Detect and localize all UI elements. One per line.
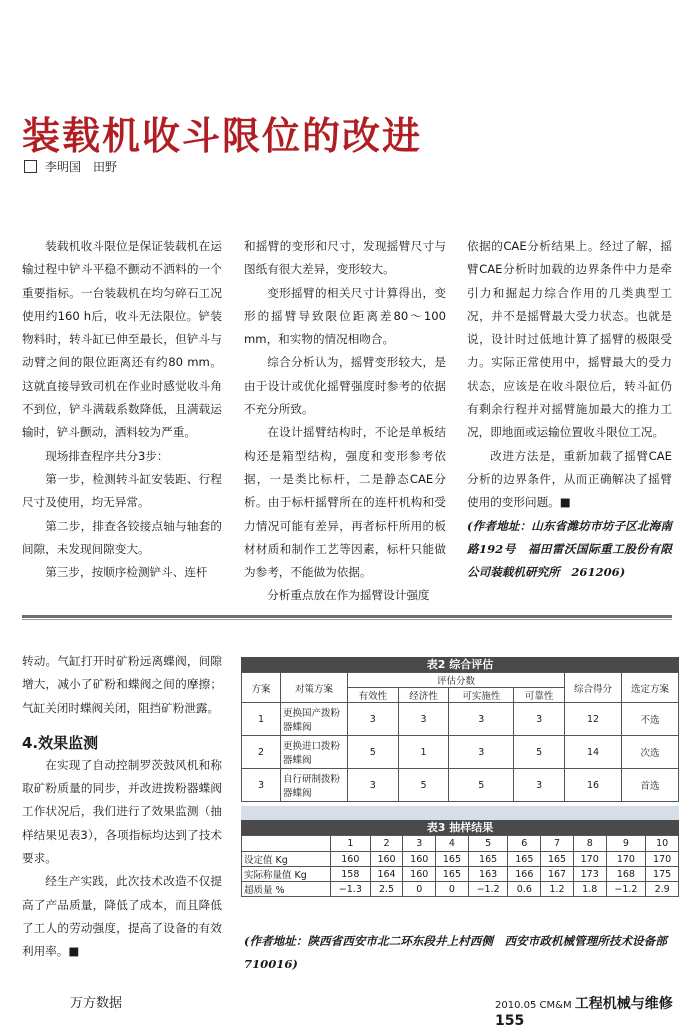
- table-subheader: 可实施性: [449, 688, 514, 703]
- table-cell: 160: [370, 852, 403, 867]
- table-cell: 165: [541, 852, 574, 867]
- table-cell: 1: [398, 736, 449, 769]
- table-row: [242, 736, 679, 769]
- table-cell: 170: [646, 852, 679, 867]
- paragraph: 装载机收斗限位是保证装载机在运输过程中铲斗平稳不颤动不洒料的一个重要指标。一台装载机在均匀碎石工况使用约160 h后，收斗无法限位。铲装物料时，转斗缸已伸至最长，但铲斗与动臂之间的限位距离还有约80 mm。这就直接导致司机在作业时感觉收斗角不到位，铲斗满载系数降低，且满载运输时，铲斗颤动，洒料较为严重。: [22, 239, 222, 440]
- table-cell: 3: [348, 769, 399, 802]
- paragraph: 变形摇臂的相关尺寸计算得出，变形的摇臂导致限位距离差80～100 mm，和实物的情况相吻合。: [244, 285, 446, 347]
- section-heading: 4.效果监测: [22, 733, 99, 752]
- table-cell: −1.2: [468, 882, 508, 897]
- paragraph: 现场排查程序共分3步：: [45, 448, 169, 463]
- table-cell: 更换国产拨粉器蝶阀: [281, 703, 348, 736]
- table-cell: 次选: [622, 736, 679, 769]
- table-cell: 3: [398, 703, 449, 736]
- row-label: 设定值 Kg: [242, 852, 331, 867]
- table-cell: 0: [436, 882, 469, 897]
- table-header: 2: [370, 836, 403, 852]
- table-cell: 2.5: [370, 882, 403, 897]
- table-cell: 160: [403, 852, 436, 867]
- issue-info: 2010.05 CM&M: [495, 1000, 572, 1011]
- paragraph: 分析重点放在作为摇臂设计强度: [267, 588, 430, 603]
- lower-column: [22, 650, 222, 964]
- column-2: [244, 235, 446, 608]
- table-cell: 12: [565, 703, 622, 736]
- table-row: [242, 867, 679, 882]
- byline: [24, 158, 117, 175]
- table-header: 综合得分: [565, 673, 622, 703]
- table-row: [242, 769, 679, 802]
- paragraph: 第一步，检测转斗缸安装距、行程尺寸及使用，均无异常。: [22, 471, 222, 510]
- table-cell: 164: [370, 867, 403, 882]
- table-header: 评估分数: [348, 673, 565, 688]
- table-cell: 165: [508, 852, 541, 867]
- table-header: 对策方案: [281, 673, 348, 703]
- table-subheader: 有效性: [348, 688, 399, 703]
- authors: 李明国 田野: [45, 160, 118, 174]
- sampling-table: [241, 835, 679, 897]
- watermark: 万方数据: [70, 996, 123, 1011]
- table-cell: 2: [242, 736, 281, 769]
- table-caption: 表2 综合评估: [241, 657, 679, 672]
- table-cell: 首选: [622, 769, 679, 802]
- table-cell: 0.6: [508, 882, 541, 897]
- paragraph: 综合分析认为，摇臂变形较大，是由于设计或优化摇臂强度时参考的依据不充分所致。: [244, 355, 446, 417]
- column-1: [22, 235, 222, 584]
- paragraph: 第二步，排查各铰接点轴与轴套的间隙，未发现间隙变大。: [22, 518, 222, 556]
- table-cell: 165: [436, 852, 469, 867]
- table-cell: −1.3: [331, 882, 371, 897]
- table-header: 8: [573, 836, 606, 852]
- table-cell: 160: [331, 852, 371, 867]
- page-footer: [495, 993, 700, 1029]
- row-label: 实际称量值 Kg: [242, 867, 331, 882]
- table-cell: 3: [348, 703, 399, 736]
- table-cell: 170: [573, 852, 606, 867]
- table-row: [242, 882, 679, 897]
- table-header: 9: [606, 836, 646, 852]
- table-2: [241, 657, 679, 802]
- table-cell: 3: [449, 703, 514, 736]
- table-cell: −1.2: [606, 882, 646, 897]
- table-cell: 165: [436, 867, 469, 882]
- table-header: 6: [508, 836, 541, 852]
- table-cell: 158: [331, 867, 371, 882]
- lower-author-address: (作者地址：陕西省西安市北二环东段井上村西侧 西安市政机械管理所技术设备部 710016): [244, 934, 679, 972]
- table-cell: 自行研制拨粉器蝶阀: [281, 769, 348, 802]
- table-cell: 168: [606, 867, 646, 882]
- table-cell: 173: [573, 867, 606, 882]
- evaluation-table: [241, 672, 679, 802]
- table-cell: 2.9: [646, 882, 679, 897]
- table-cell: 0: [403, 882, 436, 897]
- journal-name: 工程机械与维修: [574, 996, 673, 1012]
- author-address: (作者地址：山东省潍坊市坊子区北海南路192号 福田雷沃国际重工股份有限公司装载机研究所 261206): [467, 518, 672, 580]
- row-label: 超质量 %: [242, 882, 331, 897]
- checkbox-square-icon: [24, 160, 37, 173]
- table-subheader: 经济性: [398, 688, 449, 703]
- section-divider: [22, 615, 672, 618]
- table-cell: 5: [348, 736, 399, 769]
- table-header: 5: [468, 836, 508, 852]
- paragraph: 改进方法是，重新加载了摇臂CAE分析的边界条件，从而正确解决了摇臂使用的变形问题。■: [467, 448, 672, 510]
- table-caption: 表3 抽样结果: [241, 820, 679, 835]
- table-subheader: 可靠性: [514, 688, 565, 703]
- table-header: [242, 836, 331, 852]
- section-divider-thin: [22, 619, 672, 620]
- table-cell: 3: [449, 736, 514, 769]
- table-cell: 1.2: [541, 882, 574, 897]
- paragraph: 在设计摇臂结构时，不论是单板结构还是箱型结构，强度和变形参考依据，一是类比标杆，二是静态CAE分析。由于标杆摇臂所在的连杆机构和受力情况可能有差异，再者标杆所用的板材材质和制作工艺等因素，标杆只能做为参考，不能做为依据。: [244, 425, 446, 580]
- table-cell: 1: [242, 703, 281, 736]
- paragraph: 在实现了自动控制罗茨鼓风机和称取矿粉质量的同步，并改进拨粉器蝶阀工作状况后，我们进行了效果监测（抽样结果见表3），各项指标均达到了技术要求。: [22, 757, 222, 866]
- table-header: 3: [403, 836, 436, 852]
- table-cell: 166: [508, 867, 541, 882]
- table-header: 方案: [242, 673, 281, 703]
- table-row: [242, 852, 679, 867]
- paragraph: 经生产实践，此次技术改造不仅提高了产品质量，降低了成本，而且降低了工人的劳动强度，提高了设备的有效利用率。■: [22, 874, 222, 959]
- table-cell: 160: [403, 867, 436, 882]
- table-cell: 1.8: [573, 882, 606, 897]
- paragraph: 和摇臂的变形和尺寸，发现摇臂尺寸与图纸有很大差异，变形较大。: [244, 239, 446, 277]
- table-cell: 14: [565, 736, 622, 769]
- table-cell: 167: [541, 867, 574, 882]
- table-cell: 3: [514, 703, 565, 736]
- table-cell: 更换进口拨粉器蝶阀: [281, 736, 348, 769]
- table-3: [241, 820, 679, 897]
- table-header: 1: [331, 836, 371, 852]
- table-cell: 5: [514, 736, 565, 769]
- column-3: [467, 235, 672, 584]
- table-cell: 5: [398, 769, 449, 802]
- table-cell: 165: [468, 852, 508, 867]
- table-header: 选定方案: [622, 673, 679, 703]
- page-number: 155: [495, 1013, 525, 1029]
- table-cell: 3: [242, 769, 281, 802]
- table-cell: 不选: [622, 703, 679, 736]
- paragraph: 第三步，按顺序检测铲斗、连杆: [45, 565, 208, 580]
- table-row: [242, 703, 679, 736]
- table-cell: 170: [606, 852, 646, 867]
- table-header: 10: [646, 836, 679, 852]
- table-header: 4: [436, 836, 469, 852]
- table-cell: 163: [468, 867, 508, 882]
- paragraph: 转动。气缸打开时矿粉远离蝶阀，间隙增大，减小了矿粉和蝶阀之间的摩擦；气缸关闭时蝶阀关闭，阻挡矿粉泄露。: [22, 654, 222, 715]
- table-cell: 5: [449, 769, 514, 802]
- article-title: 装载机收斗限位的改进: [22, 114, 423, 158]
- paragraph: 依据的CAE分析结果上。经过了解，摇臂CAE分析时加载的边界条件中力是牵引力和掘起力综合作用的几类典型工况，并不是摇臂最大受力状态。也就是说，设计时过低地计算了摇臂的极限受力。实际正常使用中，摇臂最大的受力状态，应该是在收斗限位后，转斗缸仍有剩余行程并对摇臂施加最大的推力工况，即地面或运输位置收斗限位工况。: [467, 239, 672, 440]
- table-header: 7: [541, 836, 574, 852]
- table-cell: 3: [514, 769, 565, 802]
- table-cell: 16: [565, 769, 622, 802]
- table-cell: 175: [646, 867, 679, 882]
- table-spacer-band: [241, 806, 679, 820]
